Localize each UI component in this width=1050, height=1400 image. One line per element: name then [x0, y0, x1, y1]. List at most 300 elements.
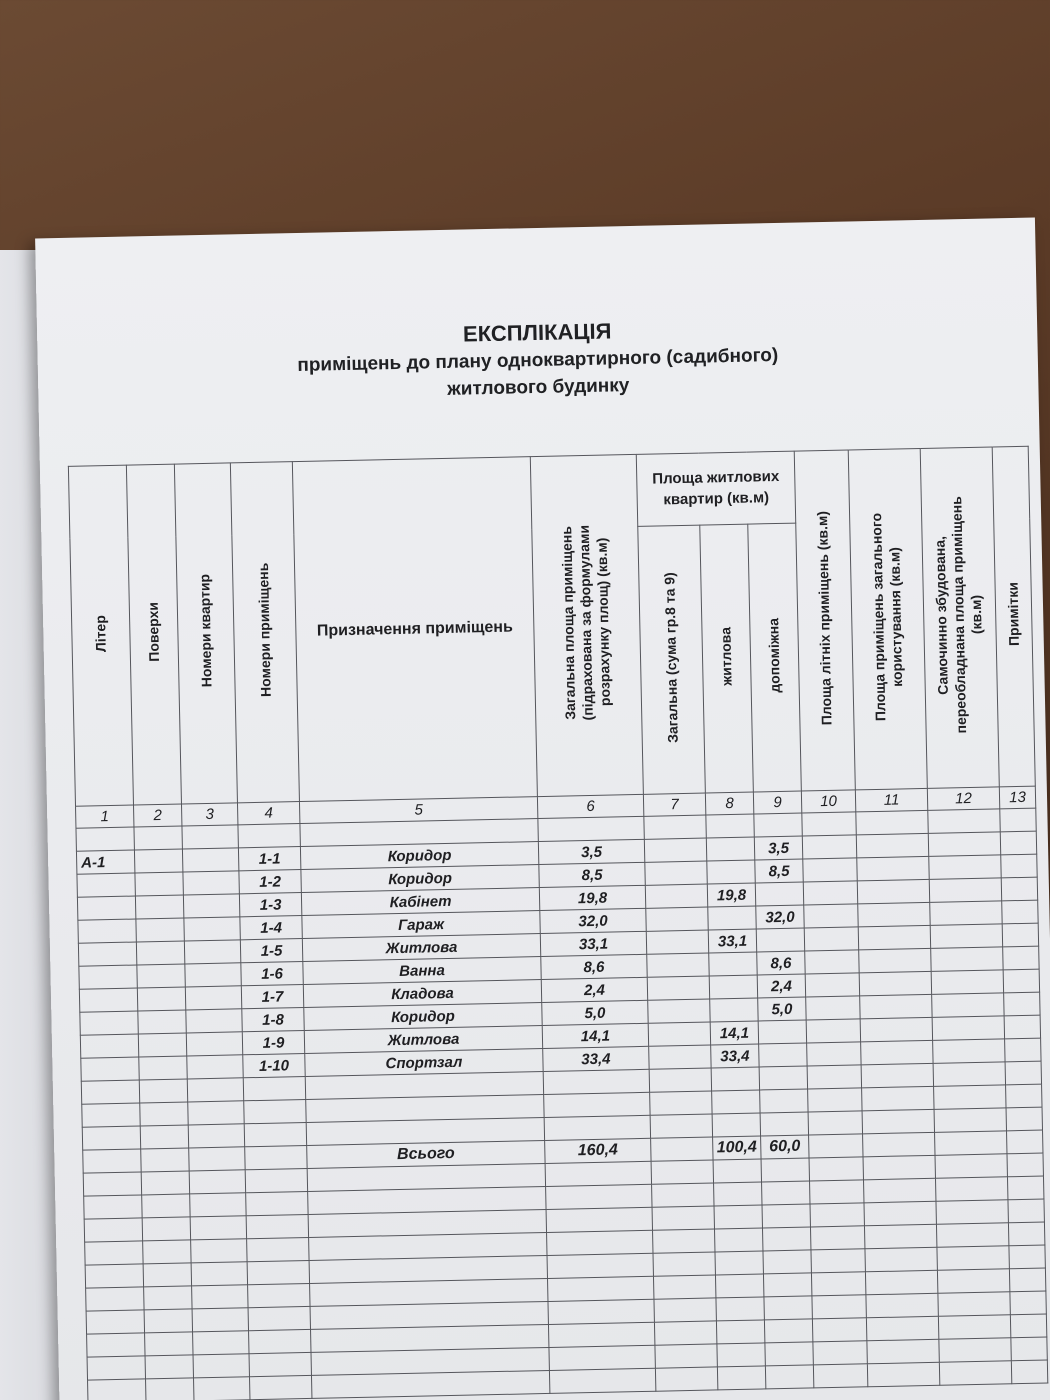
cell-empty — [862, 1109, 934, 1134]
cell-empty — [714, 1205, 762, 1229]
cell-empty — [1008, 1222, 1044, 1246]
cell-empty — [858, 925, 930, 950]
cell-empty — [806, 996, 860, 1020]
cell-empty — [246, 1191, 308, 1215]
cell-room-purpose: Коридор — [300, 842, 538, 870]
cell-empty — [247, 1237, 309, 1261]
cell-total-area: 14,1 — [542, 1023, 648, 1048]
cell-empty — [806, 1019, 860, 1043]
cell-empty — [248, 1306, 310, 1330]
cell-empty — [193, 1354, 249, 1378]
cell-empty — [931, 970, 1003, 995]
cell-empty — [929, 878, 1001, 903]
cell-empty — [1011, 1360, 1047, 1384]
cell-total-area: 33,1 — [540, 931, 646, 956]
cell-empty — [547, 1253, 653, 1278]
cell-room-purpose: Гараж — [302, 911, 540, 939]
cell-empty — [857, 856, 929, 881]
cell-auxiliary-area — [759, 1043, 807, 1067]
cell-apartment — [183, 894, 239, 918]
cell-living-area: 33,1 — [708, 929, 756, 953]
cell-empty — [193, 1331, 249, 1355]
cell-empty — [715, 1274, 763, 1298]
cell-empty — [863, 1155, 935, 1180]
cell-apartment-total — [649, 1068, 711, 1092]
cell-auxiliary-area: 5,0 — [758, 997, 806, 1021]
cell-living-area — [712, 1113, 760, 1137]
cell-total-area: 3,5 — [538, 839, 644, 864]
col-header-liter: Літер — [68, 465, 133, 806]
cell-empty — [86, 1287, 144, 1311]
cell-room-purpose: Кабінет — [301, 888, 539, 916]
cell-empty — [937, 1246, 1009, 1271]
cell-auxiliary-area — [760, 1112, 808, 1136]
cell-apartment-total — [646, 907, 708, 931]
cell-empty — [1009, 1245, 1045, 1269]
cell-empty — [190, 1193, 246, 1217]
cell-empty — [938, 1292, 1010, 1317]
cell-floor — [136, 918, 184, 942]
cell-apartment-total — [644, 815, 706, 839]
cell-empty — [717, 1366, 765, 1390]
cell-total-area — [544, 1115, 650, 1140]
cell-room-purpose: Спортзал — [305, 1049, 543, 1077]
cell-empty — [713, 1159, 761, 1183]
col-header-unauthorized-area: Самочинно збудована, переобладнана площа приміщень (кв.м) — [920, 447, 999, 788]
cell-living-area — [710, 998, 758, 1022]
cell-apartment — [182, 825, 238, 849]
cell-empty — [804, 904, 858, 928]
cell-empty — [145, 1332, 193, 1356]
cell-empty — [867, 1362, 939, 1387]
cell-empty — [548, 1322, 654, 1347]
cell-empty — [1006, 1084, 1042, 1108]
cell-empty — [805, 950, 859, 974]
cell-empty — [936, 1223, 1008, 1248]
auxiliary-area-sum: 60,0 — [761, 1135, 809, 1159]
cell-empty — [1003, 969, 1039, 993]
cell-empty — [142, 1217, 190, 1241]
explication-table — [68, 446, 1048, 1400]
cell-apartment-total — [646, 930, 708, 954]
cell-empty — [1010, 1291, 1046, 1315]
cell-empty — [716, 1297, 764, 1321]
cell-empty — [652, 1206, 714, 1230]
cell-empty — [545, 1161, 651, 1186]
cell-auxiliary-area: 8,6 — [757, 951, 805, 975]
cell-empty — [1010, 1314, 1046, 1338]
cell-total-area: 32,0 — [540, 908, 646, 933]
cell-empty — [863, 1132, 935, 1157]
cell-empty — [654, 1321, 716, 1345]
cell-empty — [1005, 1061, 1041, 1085]
cell-apartment-total — [650, 1114, 712, 1138]
column-number-row: 1 2 3 4 5 6 7 8 9 10 11 12 13 — [76, 786, 1036, 828]
cell-empty — [764, 1319, 812, 1343]
cell-room-purpose: Ванна — [303, 957, 541, 985]
cell-empty — [192, 1285, 248, 1309]
cell-empty — [84, 1218, 142, 1242]
cell-empty — [190, 1216, 246, 1240]
cell-empty — [812, 1318, 866, 1342]
cell-empty — [928, 809, 1000, 834]
cell-room-number: 1-10 — [243, 1054, 305, 1078]
cell-empty — [194, 1377, 250, 1400]
cell-floor — [138, 1033, 186, 1057]
cell-living-area — [707, 860, 755, 884]
cell-empty — [934, 1108, 1006, 1133]
cell-living-area — [711, 1067, 759, 1091]
cell-empty — [805, 973, 859, 997]
cell-empty — [761, 1158, 809, 1182]
cell-empty — [547, 1230, 653, 1255]
cell-liter — [76, 827, 134, 851]
cell-empty — [804, 927, 858, 951]
cell-empty — [192, 1308, 248, 1332]
cell-empty — [864, 1201, 936, 1226]
cell-empty — [859, 971, 931, 996]
cell-empty — [1007, 1176, 1043, 1200]
cell-empty — [714, 1182, 762, 1206]
cell-empty — [146, 1378, 194, 1400]
cell-empty — [1004, 992, 1040, 1016]
cell-empty — [549, 1345, 655, 1370]
cell-empty — [936, 1200, 1008, 1225]
document-subtitle-line-1: приміщень до плану одноквартирного (садибного) — [297, 344, 779, 377]
cell-empty — [654, 1298, 716, 1322]
cell-empty — [189, 1147, 245, 1171]
cell-empty — [191, 1262, 247, 1286]
cell-empty — [85, 1264, 143, 1288]
cell-empty — [144, 1309, 192, 1333]
cell-empty — [763, 1250, 811, 1274]
cell-apartment-total — [647, 953, 709, 977]
col-group-living-area: Площа житлових квартир (кв.м) — [636, 451, 795, 526]
cell-empty — [932, 1016, 1004, 1041]
cell-total-area: 8,5 — [539, 862, 645, 887]
cell-empty — [1004, 1015, 1040, 1039]
cell-empty — [867, 1339, 939, 1364]
cell-empty — [809, 1157, 863, 1181]
cell-room-purpose: Кладова — [303, 980, 541, 1008]
cell-empty — [144, 1286, 192, 1310]
document-title: ЕКСПЛІКАЦІЯ — [462, 318, 612, 347]
cell-room-number: 1-2 — [239, 870, 301, 894]
cell-empty — [856, 833, 928, 858]
cell-total-area: 2,4 — [541, 977, 647, 1002]
cell-floor — [134, 826, 182, 850]
cell-empty — [1002, 900, 1038, 924]
document-page — [35, 218, 1050, 1400]
cell-empty — [933, 1062, 1005, 1087]
cell-empty — [1008, 1199, 1044, 1223]
cell-apartment — [188, 1101, 244, 1125]
cell-room-number: 1-8 — [242, 1008, 304, 1032]
cell-apartment-total — [649, 1045, 711, 1069]
cell-empty — [248, 1283, 310, 1307]
cell-empty — [145, 1355, 193, 1379]
cell-auxiliary-area — [759, 1066, 807, 1090]
cell-empty — [653, 1275, 715, 1299]
cell-apartment-total — [647, 976, 709, 1000]
col-header-living: житлова — [700, 524, 754, 793]
cell-empty — [1011, 1337, 1047, 1361]
cell-apartment-total — [645, 861, 707, 885]
cell-empty — [141, 1171, 189, 1195]
cell-apartment-total — [648, 999, 710, 1023]
cell-empty — [813, 1341, 867, 1365]
cell-empty — [935, 1154, 1007, 1179]
cell-floor — [139, 1056, 187, 1080]
cell-empty — [715, 1228, 763, 1252]
cell-empty — [653, 1252, 715, 1276]
cell-empty — [808, 1088, 862, 1112]
col-header-apartment-numbers: Номери квартир — [174, 463, 237, 804]
cell-living-area: 33,4 — [711, 1044, 759, 1068]
cell-room-number: 1-6 — [241, 962, 303, 986]
cell-liter — [82, 1126, 140, 1150]
cell-empty — [87, 1333, 145, 1357]
cell-room-number — [243, 1076, 305, 1100]
cell-liter: А-1 — [76, 850, 134, 874]
cell-auxiliary-area: 32,0 — [756, 905, 804, 929]
cell-empty — [655, 1367, 717, 1391]
cell-empty — [653, 1229, 715, 1253]
cell-empty — [938, 1315, 1010, 1340]
cell-empty — [802, 835, 856, 859]
cell-room-purpose: Коридор — [301, 865, 539, 893]
cell-apartment — [184, 940, 240, 964]
cell-empty — [932, 993, 1004, 1018]
cell-room-number: 1-9 — [242, 1031, 304, 1055]
cell-empty — [809, 1134, 863, 1158]
col-header-room-numbers: Номери приміщень — [230, 462, 299, 803]
cell-empty — [864, 1224, 936, 1249]
cell-empty — [866, 1293, 938, 1318]
cell-floor — [137, 964, 185, 988]
cell-empty — [857, 879, 929, 904]
cell-empty — [83, 1172, 141, 1196]
cell-empty — [1003, 946, 1039, 970]
cell-empty — [810, 1226, 864, 1250]
cell-living-area: 14,1 — [710, 1021, 758, 1045]
cell-empty — [862, 1086, 934, 1111]
cell-empty — [86, 1310, 144, 1334]
cell-apartment — [183, 871, 239, 895]
cell-room-number — [244, 1099, 306, 1123]
cell-empty — [930, 924, 1002, 949]
cell-auxiliary-area — [756, 928, 804, 952]
cell-empty — [83, 1149, 141, 1173]
cell-empty — [651, 1160, 713, 1184]
cell-liter — [77, 873, 135, 897]
cell-apartment — [188, 1124, 244, 1148]
cell-empty — [931, 947, 1003, 972]
cell-empty — [937, 1269, 1009, 1294]
cell-empty — [930, 901, 1002, 926]
cell-empty — [807, 1065, 861, 1089]
cell-empty — [249, 1329, 311, 1353]
cell-empty — [143, 1240, 191, 1264]
cell-apartment — [182, 848, 238, 872]
cell-empty — [762, 1204, 810, 1228]
cell-empty — [247, 1260, 309, 1284]
cell-empty — [87, 1356, 145, 1380]
cell-total-area: 8,6 — [541, 954, 647, 979]
cell-living-area — [712, 1090, 760, 1114]
cell-empty — [1009, 1268, 1045, 1292]
cell-empty — [245, 1168, 307, 1192]
document-subtitle-line-2: житлового будинку — [447, 375, 630, 400]
cell-total-area — [544, 1092, 650, 1117]
cell-empty — [933, 1039, 1005, 1064]
cell-room-number: 1-5 — [240, 939, 302, 963]
cell-empty — [88, 1379, 146, 1400]
cell-empty — [929, 855, 1001, 880]
cell-liter — [81, 1080, 139, 1104]
cell-empty — [861, 1040, 933, 1065]
cell-floor — [140, 1125, 188, 1149]
cell-auxiliary-area — [758, 1020, 806, 1044]
cell-empty — [1007, 1130, 1043, 1154]
cell-empty — [1006, 1107, 1042, 1131]
cell-empty — [1007, 1153, 1043, 1177]
cell-liter — [80, 1034, 138, 1058]
cell-room-number — [244, 1122, 306, 1146]
cell-empty — [85, 1241, 143, 1265]
cell-liter — [78, 919, 136, 943]
cell-empty — [548, 1299, 654, 1324]
cell-empty — [810, 1203, 864, 1227]
cell-empty — [935, 1177, 1007, 1202]
cell-empty — [249, 1375, 311, 1399]
cell-empty — [143, 1263, 191, 1287]
cell-total-area: 33,4 — [543, 1046, 649, 1071]
cell-auxiliary-area: 8,5 — [755, 859, 803, 883]
cell-empty — [939, 1361, 1011, 1386]
cell-empty — [764, 1296, 812, 1320]
cell-empty — [813, 1364, 867, 1388]
cell-room-number — [238, 824, 300, 848]
cell-room-number: 1-4 — [240, 916, 302, 940]
cell-living-area — [709, 952, 757, 976]
cell-floor — [140, 1102, 188, 1126]
cell-liter — [81, 1057, 139, 1081]
cell-total-area: 5,0 — [542, 1000, 648, 1025]
cell-liter — [78, 942, 136, 966]
cell-empty — [1001, 877, 1037, 901]
cell-apartment — [185, 986, 241, 1010]
cell-empty — [1005, 1038, 1041, 1062]
cell-empty — [546, 1184, 652, 1209]
cell-total-area — [538, 816, 644, 841]
cell-empty — [802, 812, 856, 836]
cell-apartment — [186, 1032, 242, 1056]
col-header-auxiliary: допоміжна — [748, 523, 802, 792]
cell-empty — [142, 1194, 190, 1218]
cell-living-area: 19,8 — [707, 883, 755, 907]
cell-apartment — [186, 1009, 242, 1033]
cell-floor — [138, 1010, 186, 1034]
cell-empty — [762, 1227, 810, 1251]
cell-empty — [934, 1085, 1006, 1110]
cell-empty — [812, 1295, 866, 1319]
cell-empty — [191, 1239, 247, 1263]
cell-empty — [189, 1170, 245, 1194]
cell-empty — [859, 948, 931, 973]
col-header-apartment-total: Загальна (сума гр.8 та 9) — [638, 525, 706, 794]
cell-living-area — [709, 975, 757, 999]
cell-empty — [810, 1180, 864, 1204]
cell-apartment — [187, 1078, 243, 1102]
cell-empty — [811, 1249, 865, 1273]
cell-empty — [1001, 854, 1037, 878]
col-header-total-area: Загальна площа приміщень (підрахована за формулами розрахунку площ) (кв.м) — [530, 454, 643, 796]
cell-auxiliary-area — [754, 813, 802, 837]
cell-apartment-total — [648, 1022, 710, 1046]
cell-empty — [866, 1316, 938, 1341]
cell-empty — [864, 1178, 936, 1203]
cell-room-purpose: Житлова — [302, 934, 540, 962]
cell-total-area — [543, 1069, 649, 1094]
cell-room-number: 1-7 — [241, 985, 303, 1009]
cell-room-number: 1-1 — [238, 847, 300, 871]
cell-empty — [1002, 923, 1038, 947]
cell-empty — [807, 1042, 861, 1066]
cell-empty — [808, 1111, 862, 1135]
cell-living-area — [706, 814, 754, 838]
cell-empty — [803, 881, 857, 905]
cell-empty — [249, 1352, 311, 1376]
cell-empty — [655, 1344, 717, 1368]
cell-empty — [762, 1181, 810, 1205]
living-area-sum: 100,4 — [713, 1136, 761, 1160]
cell-empty — [860, 1017, 932, 1042]
cell-auxiliary-area: 2,4 — [757, 974, 805, 998]
cell-empty — [858, 902, 930, 927]
cell-empty — [1000, 831, 1036, 855]
cell-floor — [134, 849, 182, 873]
cell-apartment-total — [650, 1091, 712, 1115]
cell-empty — [311, 1370, 549, 1398]
cell-liter — [79, 965, 137, 989]
cell-empty — [246, 1214, 308, 1238]
cell-total-area: 19,8 — [539, 885, 645, 910]
cell-liter — [79, 988, 137, 1012]
cell-empty — [1000, 808, 1036, 832]
cell-room-purpose: Коридор — [304, 1003, 542, 1031]
cell-empty — [546, 1207, 652, 1232]
cell-empty — [865, 1270, 937, 1295]
cell-apartment — [185, 963, 241, 987]
cell-liter — [82, 1103, 140, 1127]
cell-auxiliary-area: 3,5 — [754, 836, 802, 860]
cell-room-number: 1-3 — [239, 893, 301, 917]
cell-empty — [765, 1342, 813, 1366]
cell-living-area — [706, 837, 754, 861]
col-header-summer-area: Площа літніх приміщень (кв.м) — [794, 450, 855, 791]
col-header-room-purpose: Призначення приміщень — [292, 457, 537, 802]
total-label: Всього — [307, 1140, 545, 1168]
cell-floor — [137, 987, 185, 1011]
cell-empty — [856, 810, 928, 835]
cell-floor — [135, 872, 183, 896]
cell-apartment — [184, 917, 240, 941]
cell-empty — [549, 1368, 655, 1393]
cell-empty — [765, 1365, 813, 1389]
cell-liter — [77, 896, 135, 920]
cell-room-purpose: Житлова — [304, 1026, 542, 1054]
